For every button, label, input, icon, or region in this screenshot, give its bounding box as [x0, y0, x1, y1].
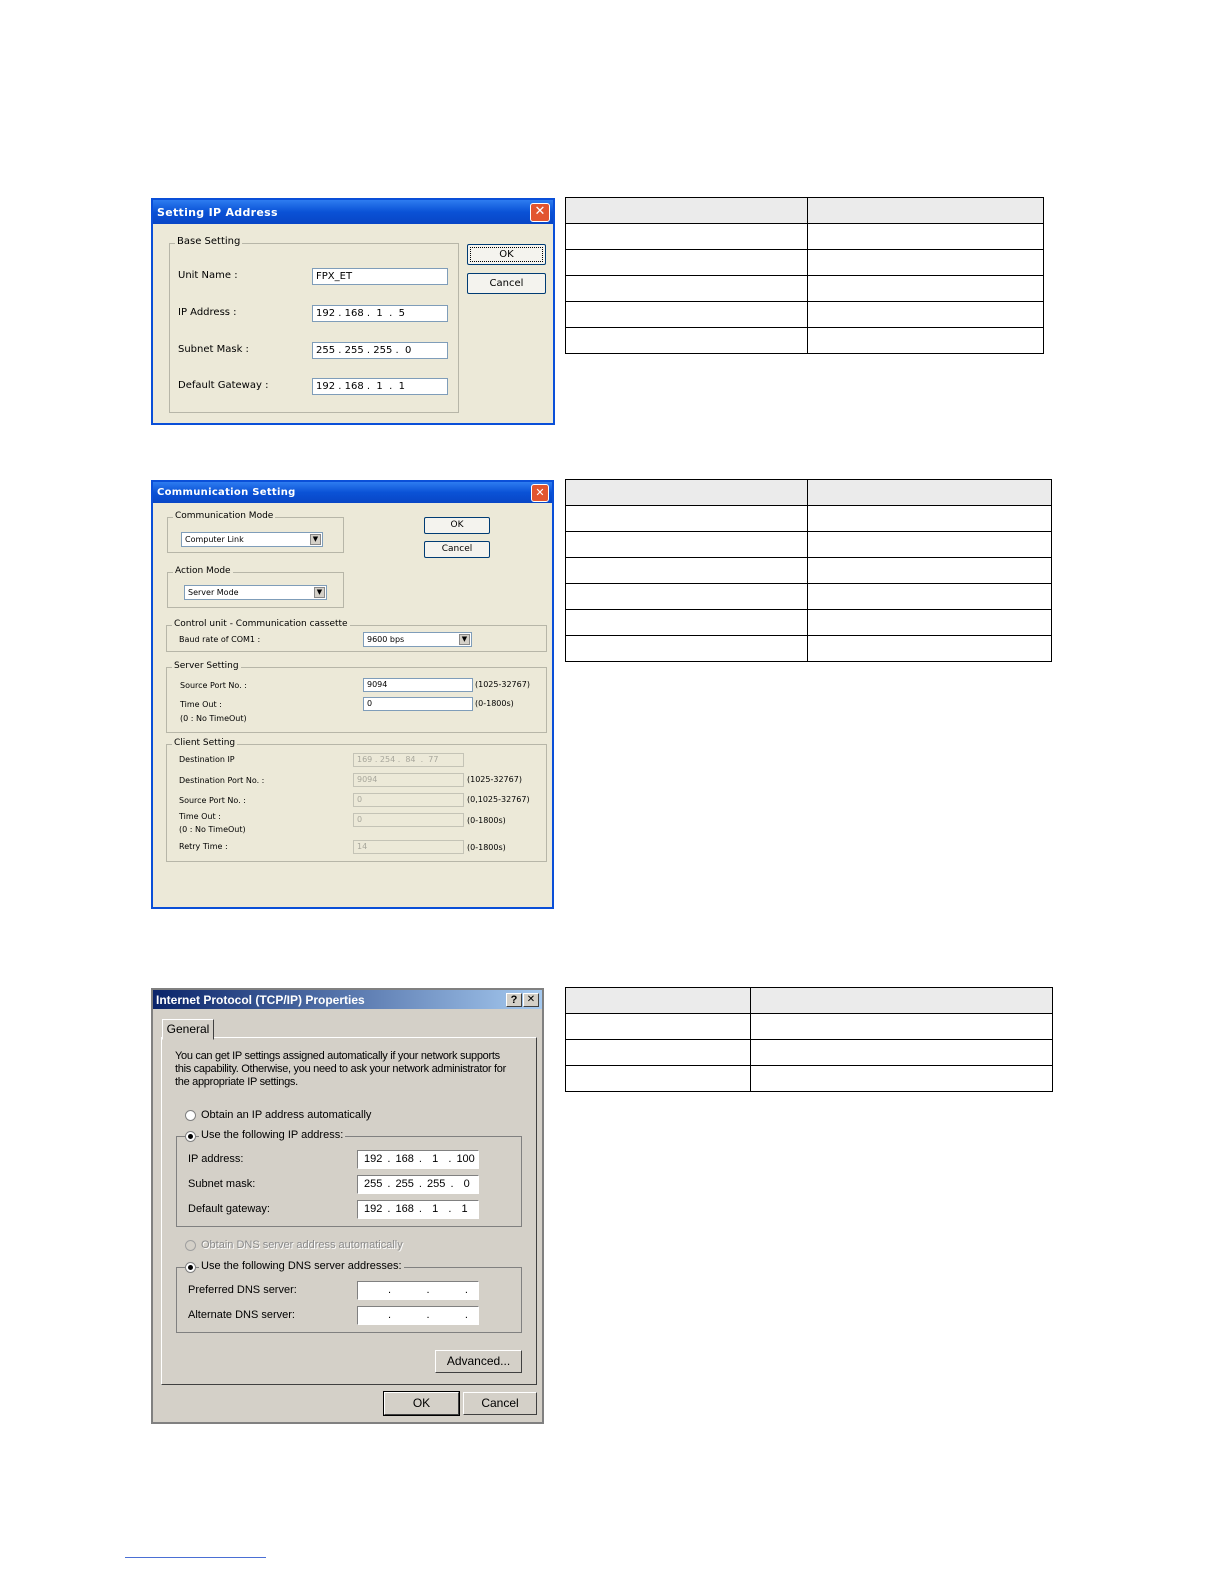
subnet-mask-field[interactable]: 255 . 255 . 255 . 0	[357, 1175, 479, 1194]
preferred-dns-label: Preferred DNS server:	[188, 1284, 297, 1296]
ip-address-label: IP Address :	[178, 307, 237, 318]
table-row	[566, 636, 1052, 662]
group-legend: Action Mode	[175, 566, 231, 576]
selected-value: 9600 bps	[367, 635, 405, 644]
ok-button[interactable]: OK	[467, 244, 546, 265]
table-row	[566, 224, 1044, 250]
baud-rate-select[interactable]	[363, 632, 472, 647]
source-port-field[interactable]: 9094	[363, 678, 473, 692]
chevron-down-icon[interactable]: ▼	[459, 634, 470, 645]
ip-address-field[interactable]: 192 . 168 . 1 . 100	[357, 1150, 479, 1169]
source-port-range: (1025-32767)	[475, 680, 530, 689]
cancel-button[interactable]: Cancel	[463, 1392, 537, 1415]
advanced-button[interactable]: Advanced...	[435, 1350, 522, 1373]
communication-mode-select[interactable]	[181, 532, 323, 547]
close-icon[interactable]: ✕	[530, 203, 550, 222]
table-row	[566, 1040, 1053, 1066]
default-gateway-field[interactable]: 192 . 168 . 1 . 1	[312, 378, 448, 395]
table-row	[566, 610, 1052, 636]
dialog-title: Internet Protocol (TCP/IP) Properties	[156, 993, 365, 1007]
timeout-note: (0 : No TimeOut)	[180, 714, 247, 723]
subnet-mask-label: Subnet mask:	[188, 1178, 256, 1190]
destination-port-label: Destination Port No. :	[179, 776, 265, 785]
table-header-row	[566, 198, 1044, 224]
obtain-dns-radio[interactable]	[185, 1240, 196, 1251]
table-ip-settings	[565, 197, 1044, 354]
action-mode-select[interactable]	[184, 585, 327, 600]
default-gateway-label: Default Gateway :	[178, 380, 269, 391]
table-row	[566, 328, 1044, 354]
intro-line-1: You can get IP settings assigned automatically if your network supports	[175, 1050, 500, 1062]
subnet-mask-field[interactable]: 255 . 255 . 255 . 0	[312, 342, 448, 359]
client-timeout-label: Time Out :	[179, 812, 221, 821]
group-legend: Server Setting	[174, 661, 239, 671]
destination-ip-label: Destination IP	[179, 755, 235, 764]
alternate-dns-label: Alternate DNS server:	[188, 1309, 295, 1321]
chevron-down-icon[interactable]: ▼	[314, 587, 325, 598]
group-legend: Communication Mode	[175, 511, 274, 521]
timeout-range: (0-1800s)	[475, 699, 514, 708]
footnote-divider	[125, 1557, 266, 1558]
obtain-dns-label: Obtain DNS server address automatically	[201, 1239, 403, 1251]
use-dns-label[interactable]: Use the following DNS server addresses:	[201, 1260, 402, 1272]
use-ip-label[interactable]: Use the following IP address:	[201, 1129, 344, 1141]
help-icon[interactable]: ?	[506, 993, 522, 1007]
default-gateway-label: Default gateway:	[188, 1203, 270, 1215]
intro-line-2: this capability. Otherwise, you need to ask your network administrator for	[175, 1063, 506, 1075]
table-row	[566, 302, 1044, 328]
source-port-label: Source Port No. :	[180, 681, 247, 690]
table-row	[566, 1066, 1053, 1092]
dialog-title-bar[interactable]	[153, 482, 552, 503]
use-dns-radio[interactable]	[185, 1262, 196, 1273]
client-source-port-field[interactable]: 0	[353, 793, 464, 807]
group-legend: Control unit - Communication cassette	[174, 619, 348, 629]
client-timeout-field[interactable]: 0	[353, 813, 464, 827]
setting-ip-address-dialog	[151, 198, 555, 425]
dialog-title: Communication Setting	[157, 487, 296, 498]
table-header-row	[566, 480, 1052, 506]
table-tcpip-settings	[565, 987, 1053, 1092]
tab-general[interactable]: General	[162, 1019, 214, 1040]
retry-time-range: (0-1800s)	[467, 843, 506, 852]
group-legend: Client Setting	[174, 738, 236, 748]
close-icon[interactable]: ✕	[523, 993, 539, 1007]
use-ip-radio[interactable]	[185, 1131, 196, 1142]
retry-time-field[interactable]: 14	[353, 840, 464, 854]
selected-value: Computer Link	[185, 535, 244, 544]
ok-button[interactable]: OK	[384, 1392, 459, 1415]
client-source-port-range: (0,1025-32767)	[467, 795, 530, 804]
default-gateway-field[interactable]: 192 . 168 . 1 . 1	[357, 1200, 479, 1219]
baud-rate-label: Baud rate of COM1 :	[179, 635, 261, 644]
dialog-title: Setting IP Address	[157, 206, 278, 219]
table-communication-settings	[565, 479, 1052, 662]
client-timeout-range: (0-1800s)	[467, 816, 506, 825]
destination-port-field[interactable]: 9094	[353, 773, 464, 787]
ok-button[interactable]: OK	[424, 517, 490, 534]
table-row	[566, 558, 1052, 584]
dialog-title-bar[interactable]	[153, 990, 542, 1009]
table-row	[566, 250, 1044, 276]
obtain-ip-radio[interactable]	[185, 1110, 196, 1121]
cancel-button[interactable]: Cancel	[467, 273, 546, 294]
table-header-row	[566, 988, 1053, 1014]
close-icon[interactable]: ✕	[531, 484, 549, 502]
table-row	[566, 506, 1052, 532]
unit-name-label: Unit Name :	[178, 270, 238, 281]
retry-time-label: Retry Time :	[179, 842, 228, 851]
unit-name-field[interactable]: FPX_ET	[312, 268, 448, 285]
obtain-ip-label[interactable]: Obtain an IP address automatically	[201, 1109, 372, 1121]
alternate-dns-field[interactable]: . . .	[357, 1306, 479, 1325]
client-source-port-label: Source Port No. :	[179, 796, 246, 805]
table-row	[566, 1014, 1053, 1040]
timeout-label: Time Out :	[180, 700, 222, 709]
preferred-dns-field[interactable]: . . .	[357, 1281, 479, 1300]
subnet-mask-label: Subnet Mask :	[178, 344, 249, 355]
destination-port-range: (1025-32767)	[467, 775, 522, 784]
communication-setting-dialog	[151, 480, 554, 909]
timeout-field[interactable]: 0	[363, 697, 473, 711]
client-timeout-note: (0 : No TimeOut)	[179, 825, 246, 834]
selected-value: Server Mode	[188, 588, 239, 597]
destination-ip-field[interactable]: 169 . 254 . 84 . 77	[353, 753, 464, 767]
ip-address-field[interactable]: 192 . 168 . 1 . 5	[312, 305, 448, 322]
group-legend: Base Setting	[177, 236, 241, 247]
dialog-title-bar[interactable]	[153, 200, 553, 224]
table-row	[566, 276, 1044, 302]
intro-line-3: the appropriate IP settings.	[175, 1076, 298, 1088]
ip-address-label: IP address:	[188, 1153, 244, 1165]
cancel-button[interactable]: Cancel	[424, 541, 490, 558]
chevron-down-icon[interactable]: ▼	[310, 534, 321, 545]
table-row	[566, 532, 1052, 558]
tcpip-properties-dialog	[151, 988, 544, 1424]
table-row	[566, 584, 1052, 610]
